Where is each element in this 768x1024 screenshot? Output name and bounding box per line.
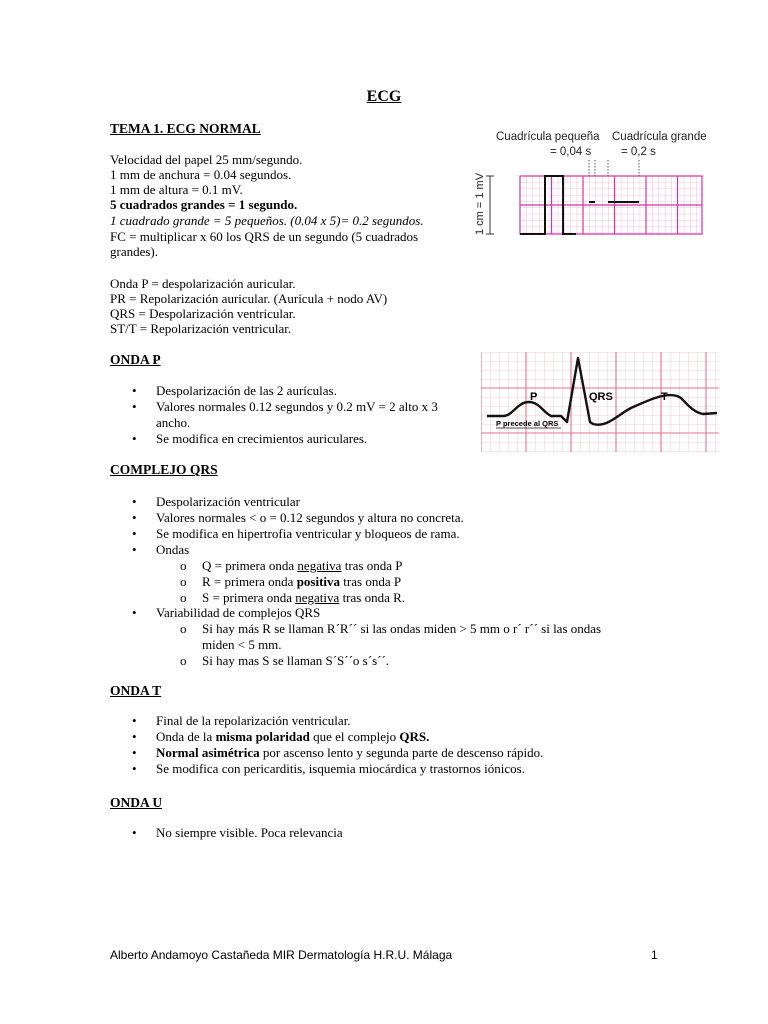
list-item: • Se modifica en crecimientos auriculares. — [132, 431, 438, 447]
list-item: • Final de la repolarización ventricular. — [132, 713, 543, 729]
text-line: grandes). — [110, 244, 159, 259]
list-item: • Se modifica con pericarditis, isquemia miocárdica y trastornos iónicos. — [132, 761, 543, 777]
onda-u-list — [132, 825, 343, 841]
section-heading-onda-u: ONDA U — [110, 795, 163, 810]
text-line: PR = Repolarización auricular. (Aurícula + nodo AV) — [110, 291, 388, 306]
page-title: ECG — [366, 88, 402, 105]
label-t: T — [661, 391, 668, 403]
sublist-item: o Si hay más R se llaman R´R´´ si las ondas miden > 5 mm o r´ r´´ si las ondas miden < 5 mm. — [180, 621, 601, 653]
list-item: • Valores normales 0.12 segundos y 0.2 mV = 2 alto x 3 ancho. — [132, 399, 438, 431]
onda-t-list — [132, 713, 543, 777]
label-qrs: QRS — [589, 391, 613, 403]
qrs-list-2 — [132, 605, 320, 621]
text-line: Onda P = despolarización auricular. — [110, 276, 296, 291]
label-small-grid: Cuadrícula pequeña — [496, 131, 600, 143]
list-item: • Se modifica en hipertrofia ventricular y bloqueos de rama. — [132, 526, 464, 542]
label-large-grid-value: = 0,2 s — [621, 146, 656, 158]
section-heading-tema: TEMA 1. ECG NORMAL — [110, 121, 261, 136]
section-heading-onda-t: ONDA T — [110, 683, 162, 698]
section-heading-qrs: COMPLEJO QRS — [110, 462, 218, 477]
list-item: • Variabilidad de complejos QRS — [132, 605, 320, 621]
sublist-item: o Q = primera onda negativa tras onda P — [180, 558, 405, 574]
variabilidad-sublist — [180, 621, 601, 669]
text-line: Velocidad del papel 25 mm/segundo. — [110, 152, 303, 167]
footer-author: Alberto Andamoyo Castañeda MIR Dermatología H.R.U. Málaga — [110, 948, 453, 962]
sublist-item: o Si hay mas S se llaman S´S´´o s´s´´. — [180, 653, 601, 669]
label-large-grid: Cuadrícula grande — [612, 131, 707, 143]
ecg-wave-figure — [481, 352, 719, 452]
sublist-item: o R = primera onda positiva tras onda P — [180, 574, 405, 590]
ondas-sublist — [180, 558, 405, 606]
text-line: 1 mm de altura = 0.1 mV. — [110, 182, 243, 197]
section-heading-onda-p: ONDA P — [110, 352, 161, 367]
text-line: ST/T = Repolarización ventricular. — [110, 321, 292, 336]
list-item: • Ondas — [132, 542, 464, 558]
list-item: • Valores normales < o = 0.12 segundos y altura no concreta. — [132, 510, 464, 526]
text-line: FC = multiplicar x 60 los QRS de un segundo (5 cuadrados — [110, 229, 419, 244]
page-number: 1 — [651, 948, 658, 962]
ecg-grid-figure — [468, 125, 708, 240]
text-line-bold: 5 cuadrados grandes = 1 segundo. — [110, 197, 298, 212]
label-p: P — [530, 391, 538, 403]
list-item: • No siempre visible. Poca relevancia — [132, 825, 343, 841]
list-item: • Normal asimétrica por ascenso lento y segunda parte de descenso rápido. — [132, 745, 543, 761]
label-small-grid-value: = 0,04 s — [550, 146, 592, 158]
list-item: • Despolarización de las 2 aurículas. — [132, 383, 438, 399]
label-p-precede: P precede al QRS — [496, 419, 559, 428]
label-vertical: 1 cm = 1 mV — [474, 172, 486, 235]
list-item: • Onda de la misma polaridad que el complejo QRS. — [132, 729, 543, 745]
sublist-item: o S = primera onda negativa tras onda R. — [180, 590, 405, 606]
qrs-list — [132, 494, 464, 558]
text-line-italic: 1 cuadrado grande = 5 pequeños. (0.04 x 5)= 0.2 segundos. — [110, 213, 424, 228]
list-item: • Despolarización ventricular — [132, 494, 464, 510]
onda-p-list — [132, 383, 438, 447]
text-line: 1 mm de anchura = 0.04 segundos. — [110, 167, 292, 182]
text-line: QRS = Despolarización ventricular. — [110, 306, 296, 321]
